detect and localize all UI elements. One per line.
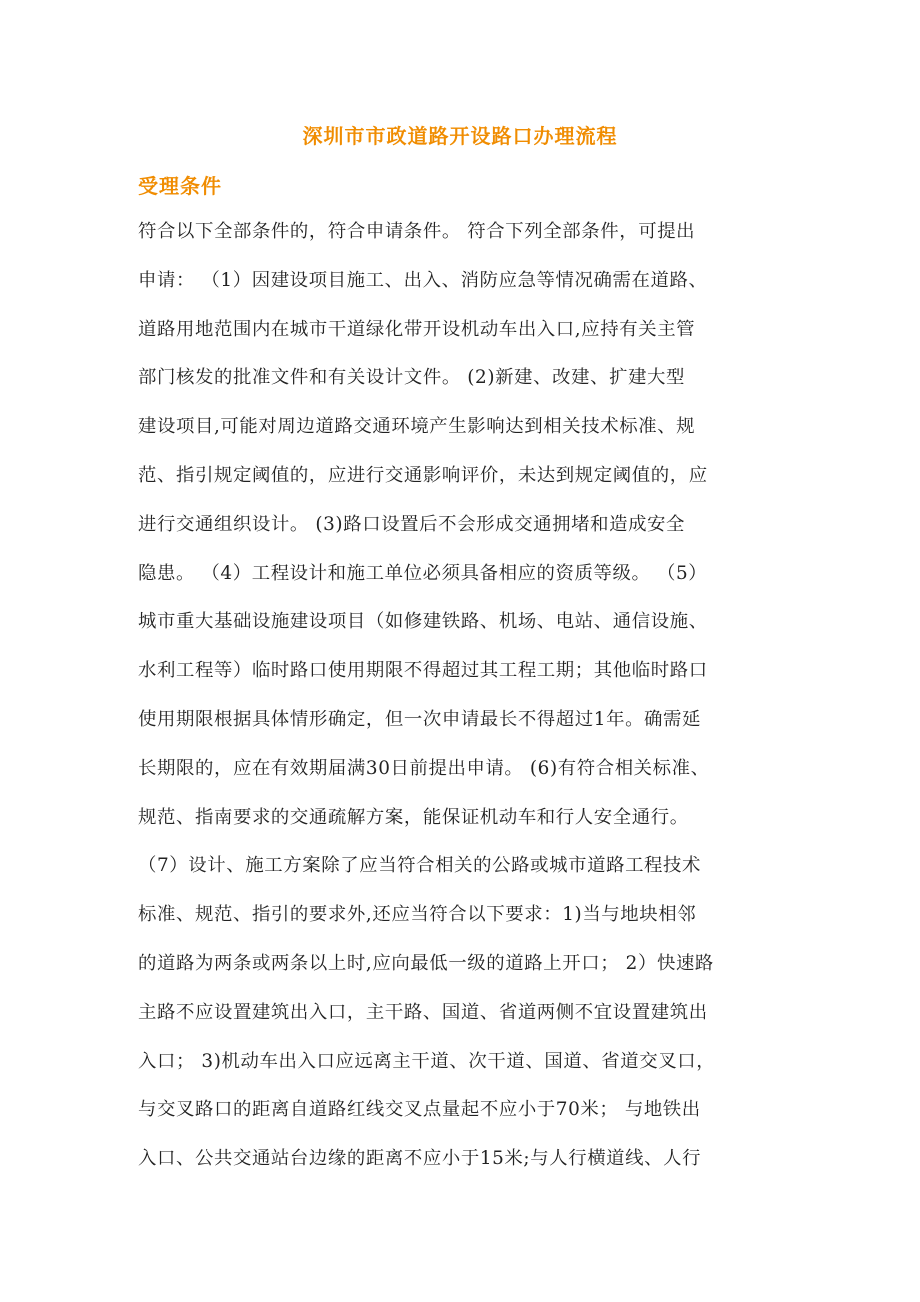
body-text-line: 范、指引规定阈值的，应进行交通影响评价，未达到规定阈值的，应 [138,464,708,486]
document-title: 深圳市市政道路开设路口办理流程 [302,124,618,148]
body-text-line: 入口； 3)机动车出入口应远离主干道、次干道、国道、省道交叉口， [138,1050,716,1072]
section-heading-acceptance-conditions: 受理条件 [138,174,222,198]
body-text-line: （7）设计、施工方案除了应当符合相关的公路或城市道路工程技术 [138,855,702,877]
body-text-line: 部门核发的批准文件和有关设计文件。 (2)新建、改建、扩建大型 [138,367,686,389]
body-text-line: 城市重大基础设施建设项目（如修建铁路、机场、电站、通信设施、 [138,611,708,633]
body-text-line: 申请： （1）因建设项目施工、出入、消防应急等情况确需在道路、 [138,269,708,291]
body-text-line: 规范、指南要求的交通疏解方案，能保证机动车和行人安全通行。 [138,806,689,828]
body-text-line: 进行交通组织设计。 (3)路口设置后不会形成交通拥堵和造成安全 [138,513,686,535]
body-text-line: 入口、公共交通站台边缘的距离不应小于15米;与人行横道线、人行 [138,1148,702,1170]
body-text-line: 符合以下全部条件的，符合申请条件。 符合下列全部条件，可提出 [138,221,696,242]
body-text-line: 与交叉路口的距离自道路红线交叉点量起不应小于70米； 与地铁出 [138,1099,701,1121]
body-text-line: 建设项目,可能对周边道路交通环境产生影响达到相关技术标准、规 [138,416,696,438]
body-text-line: 隐患。 （4）工程设计和施工单位必须具备相应的资质等级。 （5） [138,562,708,584]
body-text-line: 使用期限根据具体情形确定，但一次申请最长不得超过1年。确需延 [138,708,702,730]
body-text-line: 标准、规范、指引的要求外,还应当符合以下要求：1)当与地块相邻 [138,904,697,926]
body-text-line: 水利工程等）临时路口使用期限不得超过其工程工期；其他临时路口 [138,660,708,682]
body-text [138,217,798,1193]
body-text-line: 的道路为两条或两条以上时,应向最低一级的道路上开口； 2）快速路 [138,952,714,974]
body-text-line: 长期限的，应在有效期届满30日前提出申请。 (6)有符合相关标准、 [138,757,710,779]
body-text-line: 主路不应设置建筑出入口，主干路、国道、省道两侧不宜设置建筑出 [138,1001,708,1023]
body-text-line: 道路用地范围内在城市干道绿化带开设机动车出入口,应持有关主管 [138,318,696,340]
